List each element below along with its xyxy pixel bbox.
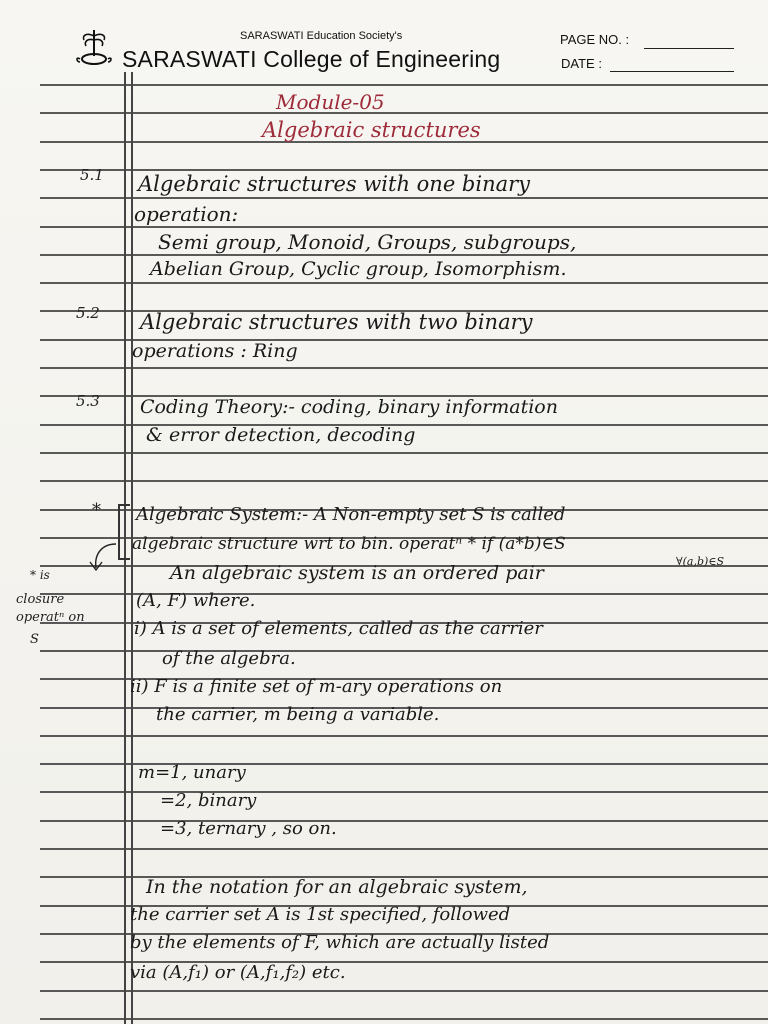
ruled-line — [40, 848, 768, 850]
definition-item-ii-line-1: ii) F is a finite set of m-ary operations on — [130, 676, 503, 697]
section-5-3-line-2: & error detection, decoding — [146, 424, 416, 446]
ruled-line — [40, 169, 768, 171]
definition-item-i-line-2: of the algebra. — [162, 648, 296, 669]
section-5-1-line-2: operation: — [134, 202, 239, 226]
section-5-2-line-2: operations : Ring — [132, 340, 298, 362]
ruled-line — [40, 226, 768, 228]
algebraic-system-line-1: Algebraic System:- A Non-empty set S is called — [136, 504, 566, 525]
ruled-line — [40, 197, 768, 199]
page-no-label: PAGE NO. : — [560, 32, 630, 47]
definition-item-i-line-1: i) A is a set of elements, called as the carrier — [134, 618, 543, 639]
for-all-note: ∀(a,b)∈S — [676, 555, 724, 568]
date-blank — [610, 71, 734, 72]
ruled-line — [40, 84, 768, 86]
college-name: SARASWATI College of Engineering — [122, 46, 501, 72]
ruled-line — [40, 1018, 768, 1020]
ruled-line — [40, 791, 768, 793]
definition-line-1: An algebraic system is an ordered pair — [170, 562, 544, 584]
college-logo — [72, 26, 116, 70]
ruled-line — [40, 452, 768, 454]
margin-note-closure: closure — [16, 592, 65, 607]
definition-item-ii-line-2: the carrier, m being a variable. — [156, 704, 440, 725]
section-5-1-line-3: Semi group, Monoid, Groups, subgroups, — [158, 230, 577, 254]
module-title: Algebraic structures — [262, 118, 481, 142]
section-number-5-1: 5.1 — [80, 166, 104, 184]
ruled-line — [40, 282, 768, 284]
algebraic-system-line-2: algebraic structure wrt to bin. operatⁿ * if (a*b)∈S — [132, 534, 566, 554]
section-5-1-line-4: Abelian Group, Cyclic group, Isomorphism. — [150, 258, 567, 280]
section-5-3-line-1: Coding Theory:- coding, binary information — [140, 396, 558, 418]
margin-note-set: S — [30, 632, 39, 647]
notation-line-1: In the notation for an algebraic system, — [146, 876, 528, 898]
margin-note-operation: operatⁿ on — [16, 610, 85, 625]
section-5-2-line-1: Algebraic structures with two binary — [140, 310, 533, 334]
ruled-line — [40, 735, 768, 737]
notation-line-4: via (A,f₁) or (A,f₁,f₂) etc. — [130, 962, 346, 983]
ruled-line — [40, 650, 768, 652]
date-label: DATE : — [561, 56, 602, 71]
ruled-line — [40, 367, 768, 369]
notation-line-3: by the elements of F, which are actually listed — [130, 932, 550, 953]
page-no-blank — [644, 48, 734, 49]
star-bullet: * — [92, 500, 101, 521]
notation-line-2: the carrier set A is 1st specified, followed — [130, 904, 511, 925]
ruled-line — [40, 112, 768, 114]
margin-arrow-icon — [80, 540, 120, 574]
m-ternary: =3, ternary , so on. — [160, 818, 337, 839]
section-number-5-2: 5.2 — [76, 304, 100, 322]
society-name: SARASWATI Education Society's — [240, 30, 403, 42]
ruled-line — [40, 990, 768, 992]
ruled-line — [40, 254, 768, 256]
module-number: Module-05 — [276, 90, 385, 114]
section-number-5-3: 5.3 — [76, 392, 100, 410]
ruled-line — [40, 820, 768, 822]
m-unary: m=1, unary — [138, 762, 246, 783]
section-5-1-line-1: Algebraic structures with one binary — [138, 172, 531, 196]
ruled-line — [40, 480, 768, 482]
margin-note-star: * is — [30, 568, 50, 582]
definition-line-2: (A, F) where. — [136, 590, 256, 611]
m-binary: =2, binary — [160, 790, 257, 811]
